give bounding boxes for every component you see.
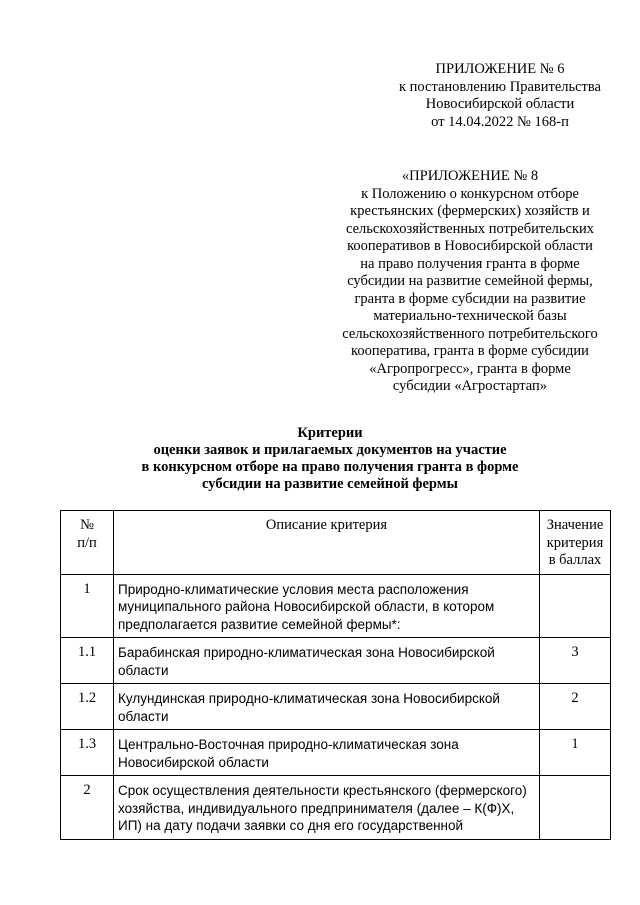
row-number: 2 xyxy=(61,776,114,840)
appendix-8-line: на право получения гранта в форме xyxy=(360,255,580,272)
row-description-line: хозяйства, индивидуального предпринимателя (далее – К(Ф)Х, xyxy=(118,800,515,816)
row-description xyxy=(114,776,540,840)
row-description-line: Центрально-Восточная природно-климатическая зона xyxy=(118,737,459,752)
title-line: Критерии xyxy=(297,425,363,441)
appendix-8-line: субсидии «Агростартап» xyxy=(392,378,548,394)
appendix-8-line: кооперативов в Новосибирской области xyxy=(347,238,593,254)
row-description xyxy=(114,684,540,730)
row-score: 1 xyxy=(540,730,611,776)
row-description-line: Новосибирской области xyxy=(118,754,269,770)
appendix-6-line: к постановлению Правительства xyxy=(399,78,601,95)
header-score xyxy=(540,511,611,575)
row-description-line: Природно-климатические условия места расположения xyxy=(118,581,469,597)
row-description-line: области xyxy=(118,662,169,678)
table-row xyxy=(61,684,611,730)
row-number: 1.3 xyxy=(61,730,114,776)
appendix-8-line: сельскохозяйственных потребительских xyxy=(345,220,594,237)
title-line: субсидии на развитие семейной фермы xyxy=(202,476,458,492)
table-header-row xyxy=(61,511,611,575)
row-number: 1 xyxy=(61,574,114,638)
appendix-6-line: от 14.04.2022 № 168-п xyxy=(431,113,569,130)
header-number-line: п/п xyxy=(77,534,97,551)
appendix-8-line: «ПРИЛОЖЕНИЕ № 8 xyxy=(401,168,539,184)
header-number xyxy=(61,511,114,575)
appendix-8-line: гранта в форме субсидии на развитие xyxy=(354,290,586,307)
row-description-line: предполагается развитие семейной фермы*: xyxy=(118,616,401,632)
row-score: 2 xyxy=(540,684,611,730)
row-score xyxy=(540,776,611,840)
criteria-table xyxy=(60,510,611,840)
appendix-8-line: субсидии на развитие семейной фермы, xyxy=(347,273,593,289)
appendix-8-line: кооператива, гранта в форме субсидии xyxy=(351,343,589,359)
header-score-line: в баллах xyxy=(548,552,602,568)
appendix-6-line: Новосибирской области xyxy=(425,96,575,112)
row-description-line: Барабинская природно-климатическая зона Новосибирской xyxy=(118,645,495,660)
row-score: 3 xyxy=(540,638,611,684)
row-number: 1.2 xyxy=(61,684,114,730)
appendix-8-line: материально-технической базы xyxy=(373,308,567,324)
title-line: оценки заявок и прилагаемых документов на участие xyxy=(153,442,507,458)
appendix-8-line: крестьянских (фермерских) хозяйств и xyxy=(350,203,590,219)
row-number: 1.1 xyxy=(61,638,114,684)
table-row xyxy=(61,574,611,638)
row-description-line: Кулундинская природно-климатическая зона Новосибирской xyxy=(118,691,500,706)
header-score-line: критерия xyxy=(546,534,604,551)
row-description-line: Срок осуществления деятельности крестьянского (фермерского) xyxy=(118,783,527,798)
appendix-8-line: сельскохозяйственного потребительского xyxy=(342,325,598,342)
table-row xyxy=(61,730,611,776)
appendix-8-line: к Положению о конкурсном отборе xyxy=(361,185,579,202)
table-row xyxy=(61,638,611,684)
row-description-line: ИП) на дату подачи заявки со дня его государственной xyxy=(118,818,464,833)
title-line: в конкурсном отборе на право получения гранта в форме xyxy=(141,459,519,475)
row-score xyxy=(540,574,611,638)
appendix-8-line: «Агропрогресс», гранта в форме xyxy=(369,360,571,377)
row-description-line: муниципального района Новосибирской области, в котором xyxy=(118,599,495,614)
header-description: Описание критерия xyxy=(114,511,540,575)
header-score-line: Значение xyxy=(546,517,604,533)
row-description xyxy=(114,574,540,638)
table-row xyxy=(61,776,611,840)
appendix-6-line: ПРИЛОЖЕНИЕ № 6 xyxy=(435,61,565,77)
row-description-line: области xyxy=(118,708,169,724)
header-number-line: № xyxy=(80,517,94,533)
row-description xyxy=(114,730,540,776)
row-description xyxy=(114,638,540,684)
